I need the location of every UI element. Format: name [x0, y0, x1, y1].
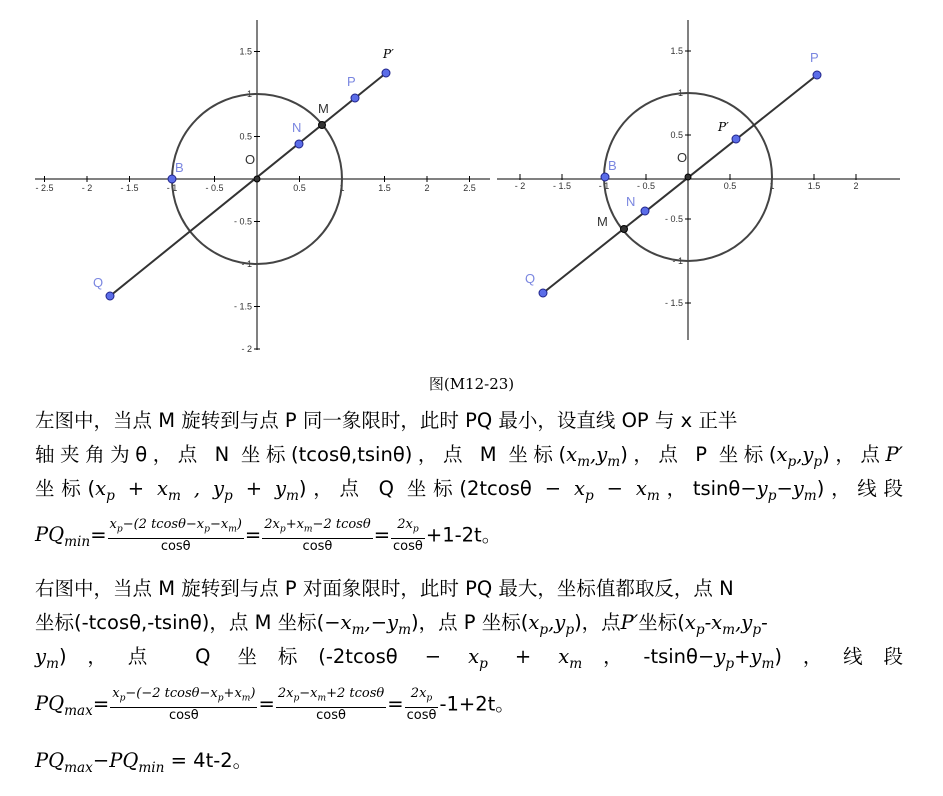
coordinate-figures: [0, 0, 943, 370]
right-point-p-prime: [732, 135, 740, 143]
left-x-tick-label: - 2: [81, 183, 93, 193]
right-y-tick-label: 1.5: [670, 46, 683, 56]
right-label-p: P: [810, 50, 819, 65]
left-x-tick-label: - 1.5: [120, 183, 139, 193]
p1-l2-a: 轴夹角为θ，点 N 坐标(tcosθ,tsinθ)，点 M 坐标(: [35, 443, 567, 466]
left-x-tick-label: - 0.5: [205, 183, 224, 193]
p2-line1: [35, 572, 903, 606]
left-figure: [35, 20, 490, 354]
left-point-o: [254, 176, 260, 182]
left-x-tick-label: 0.5: [293, 183, 306, 193]
right-y-tick-label: 1: [677, 88, 683, 98]
p3-tail: = 4t-2。: [164, 749, 253, 772]
math-q-x-2: − $x_p + x_m$: [397, 645, 583, 672]
left-point-p: [351, 94, 359, 102]
p2-line1-text: 右图中，当点 M 旋转到与点 P 对面象限时，此时 PQ 最大，坐标值都取反，点 N: [35, 577, 734, 600]
p1-l4-tail: +1-2t。: [425, 523, 502, 547]
right-label-p-prime: P′: [718, 120, 729, 134]
right-point-b: [601, 173, 609, 181]
right-x-tick-label: 0.5: [723, 181, 737, 191]
left-point-q: [106, 292, 114, 300]
math-xp-yp: $x_p,y_p$: [776, 443, 823, 470]
right-point-n: [641, 207, 649, 215]
p3-line: [35, 744, 903, 785]
left-x-tick-label: 1.5: [378, 183, 391, 193]
left-label-o: O: [245, 152, 256, 167]
p1-l3-a: 坐标(: [35, 477, 96, 500]
frac-max-1: $\frac{x_p-(-2 tcos\theta-x_p+x_m)}{\cos\theta}$: [112, 686, 256, 723]
math-pq-min: $PQ_{min}$: [35, 523, 91, 551]
left-y-tick-label: - 0.5: [233, 216, 252, 227]
p2-line3: [35, 640, 903, 681]
p1-l2-b: )，点 P 坐标(: [620, 443, 777, 466]
left-y-tick-label: 1.5: [239, 46, 252, 57]
left-label-p-prime: P′: [383, 47, 394, 61]
figure-caption: 图(M12-23): [428, 375, 515, 393]
math-p-prime: P′: [885, 443, 903, 466]
p2-l2-a: 坐标(-tcosθ,-tsinθ)，点 M 坐标(: [35, 611, 325, 634]
right-x-tick-label: - 2: [514, 181, 526, 191]
right-x-tick-label: 1: [769, 181, 775, 191]
math-ym: $y_m$: [35, 645, 59, 672]
p2-l3-c: )，线段: [774, 645, 904, 668]
frac-min-1: $\frac{x_p-(2 tcos\theta-x_p-x_m)}{\cos\theta}$: [109, 517, 242, 554]
left-y-tick-label: 0.5: [239, 131, 252, 142]
left-x-tick-label: - 2.5: [35, 183, 54, 193]
frac-max-2: $\frac{2x_p-x_m+2 tcos\theta}{\cos\theta}$: [277, 686, 385, 723]
left-x-tick-label: 1: [339, 183, 345, 193]
p2-l2-b: )，点 P 坐标(: [411, 611, 529, 634]
math-xm-ym: $x_m,y_m$: [566, 443, 621, 470]
p1-l3-b: )，点 Q 坐标(2tcosθ: [298, 477, 532, 500]
math-pq-max: $PQ_{max}$: [35, 692, 93, 720]
right-point-q: [539, 289, 547, 297]
right-x-tick-label: - 1: [598, 181, 610, 191]
right-x-tick-label: 1.5: [807, 181, 821, 191]
math-pprime-coords-2: $x_p-x_m,y_p-$: [684, 611, 768, 638]
right-y-tick-label: - 0.5: [664, 214, 683, 224]
left-label-n: N: [292, 120, 302, 135]
p2-l2-d: 坐标(: [638, 611, 685, 634]
math-pprime-coords: $x_p + x_m$ , $y_p + y_m$: [95, 477, 299, 504]
p2-l4-tail: -1+2t。: [439, 692, 515, 716]
right-x-tick-label: - 1.5: [552, 181, 572, 191]
left-y-tick-label: - 1.5: [233, 301, 252, 312]
right-label-m: M: [597, 214, 608, 229]
math-q-x: − $x_p - x_m$: [531, 477, 660, 504]
left-label-m: M: [318, 101, 329, 116]
p1-l2-c: )，点: [822, 443, 886, 466]
right-figure: [497, 20, 900, 340]
left-x-tick-label: 2.5: [463, 183, 476, 193]
right-point-m: [621, 226, 628, 233]
right-label-o: O: [677, 150, 688, 165]
right-x-tick-label: - 0.5: [636, 181, 656, 191]
left-point-b: [168, 175, 176, 183]
p1-line1-text: 左图中，当点 M 旋转到与点 P 同一象限时，此时 PQ 最小，设直线 OP 与 x 正半: [35, 409, 738, 432]
frac-min-3: $\frac{2x_p}{\cos\theta}$: [393, 517, 423, 554]
frac-max-3: $\frac{2x_p}{\cos\theta}$: [406, 686, 437, 723]
math-q-y-2: $-y_p+y_m$: [697, 645, 775, 672]
p1-line1: [35, 404, 903, 438]
right-y-tick-label: - 1.5: [664, 298, 683, 308]
p2-line4-formula: $PQ_{max}=$ $\frac{x_p-(-2 tcos\theta-x_p+x_m)}{\cos\theta}$ = $\frac{2x_p-x_m+2 tcos\theta}{\cos\theta}$ = $\frac{2x_p}{\cos\theta}$ -1+2t。: [35, 686, 515, 723]
right-point-p: [813, 71, 821, 79]
right-y-tick-label: 0.5: [670, 130, 683, 140]
p1-line3: [35, 472, 903, 513]
right-x-tick-label: 2: [853, 181, 859, 191]
p2-l3-b: ，-tsinθ: [582, 645, 698, 668]
p2-l2-c: )，点: [574, 611, 621, 634]
right-point-o: [685, 174, 691, 180]
frac-min-2: $\frac{2x_p+x_m-2 tcos\theta}{\cos\theta}$: [264, 517, 371, 554]
right-label-q: Q: [525, 271, 536, 286]
math-q-y: $-y_p-y_m$: [740, 477, 817, 504]
left-point-m: [319, 122, 326, 129]
math-xp-yp-2: $x_p,y_p$: [528, 611, 575, 638]
p1-l3-d: )，线段: [816, 477, 904, 500]
left-point-n: [295, 140, 303, 148]
left-y-tick-label: 1: [246, 89, 252, 99]
p1-line4-formula: $PQ_{min}=$ $\frac{x_p-(2 tcos\theta-x_p-x_m)}{\cos\theta}$ = $\frac{2x_p+x_m-2 tcos\theta}{\cos\theta}$ = $\frac{2x_p}{\cos\theta}$ +1-2t。: [35, 517, 502, 554]
p2-l3-a: )，点 Q 坐标(-2tcosθ: [58, 645, 398, 668]
left-label-p: P: [347, 74, 356, 89]
right-label-b: B: [608, 158, 617, 173]
right-label-n: N: [626, 194, 636, 209]
left-point-p-prime: [382, 69, 390, 77]
left-x-tick-label: - 1: [166, 183, 178, 193]
math-neg-xm-ym: $-x_m,-y_m$: [324, 611, 411, 638]
left-label-b: B: [175, 160, 184, 175]
right-y-tick-label: - 1: [672, 256, 683, 266]
left-y-tick-label: - 2: [241, 344, 252, 354]
math-diff: $PQ_{max}-PQ_{min}$: [35, 749, 165, 776]
left-label-q: Q: [93, 275, 104, 290]
left-y-tick-label: - 1: [241, 259, 252, 269]
p1-l3-c: ，tsinθ: [659, 477, 741, 500]
math-p-prime-2: P′: [620, 611, 639, 634]
left-x-tick-label: 2: [424, 183, 430, 193]
